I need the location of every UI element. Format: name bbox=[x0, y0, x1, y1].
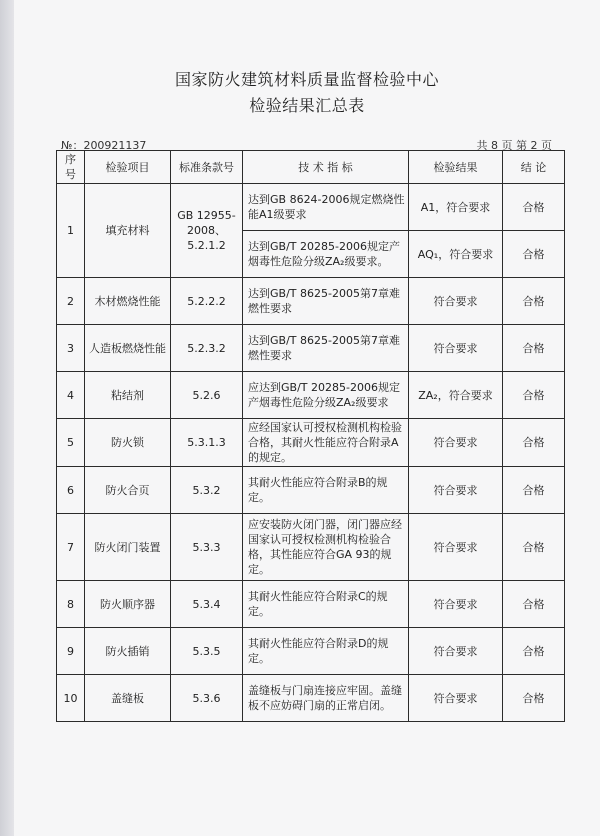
standard-clause: 5.2.6 bbox=[171, 372, 243, 419]
standard-clause: 5.3.5 bbox=[171, 628, 243, 675]
test-result: 符合要求 bbox=[409, 325, 503, 372]
table-row bbox=[57, 325, 565, 372]
test-item: 防火顺序器 bbox=[85, 581, 171, 628]
row-number: 4 bbox=[57, 372, 85, 419]
test-item: 防火合页 bbox=[85, 467, 171, 514]
page-indicator: 共 8 页 第 2 页 bbox=[476, 139, 552, 152]
row-number: 6 bbox=[57, 467, 85, 514]
test-result: 符合要求 bbox=[409, 467, 503, 514]
technical-spec: 达到GB 8624-2006规定燃烧性能A1级要求 bbox=[243, 184, 409, 231]
column-header: 技 术 指 标 bbox=[243, 151, 409, 184]
conclusion: 合格 bbox=[503, 628, 565, 675]
report-number: №：200921137 bbox=[61, 139, 147, 152]
conclusion: 合格 bbox=[503, 675, 565, 722]
column-header: 检验项目 bbox=[85, 151, 171, 184]
conclusion: 合格 bbox=[503, 514, 565, 581]
results-table bbox=[56, 150, 565, 722]
technical-spec: 盖缝板与门扇连接应牢固。盖缝板不应妨碍门扇的正常启闭。 bbox=[243, 675, 409, 722]
row-number: 7 bbox=[57, 514, 85, 581]
test-item: 人造板燃烧性能 bbox=[85, 325, 171, 372]
standard-clause: 5.2.3.2 bbox=[171, 325, 243, 372]
standard-clause: 5.3.6 bbox=[171, 675, 243, 722]
table-row bbox=[57, 372, 565, 419]
test-result: 符合要求 bbox=[409, 278, 503, 325]
standard-clause: 5.3.2 bbox=[171, 467, 243, 514]
document-subtitle: 检验结果汇总表 bbox=[249, 96, 365, 115]
table-header-row bbox=[57, 151, 565, 184]
standard-clause: 5.2.2.2 bbox=[171, 278, 243, 325]
column-header: 标准条款号 bbox=[171, 151, 243, 184]
standard-clause: 5.3.3 bbox=[171, 514, 243, 581]
technical-spec: 达到GB/T 8625-2005第7章难燃性要求 bbox=[243, 278, 409, 325]
conclusion: 合格 bbox=[503, 467, 565, 514]
test-result: 符合要求 bbox=[409, 514, 503, 581]
test-result: ZA₂，符合要求 bbox=[409, 372, 503, 419]
test-result: AQ₁，符合要求 bbox=[409, 231, 503, 278]
table-row bbox=[57, 419, 565, 467]
table-row bbox=[57, 467, 565, 514]
table-row bbox=[57, 184, 565, 231]
table-row bbox=[57, 581, 565, 628]
standard-clause: GB 12955-2008、5.2.1.2 bbox=[171, 184, 243, 278]
technical-spec: 达到GB/T 8625-2005第7章难燃性要求 bbox=[243, 325, 409, 372]
test-item: 防火闭门装置 bbox=[85, 514, 171, 581]
technical-spec: 应安装防火闭门器，闭门器应经国家认可授权检测机构检验合格，其性能应符合GA 93的规定。 bbox=[243, 514, 409, 581]
page-binding-edge bbox=[0, 0, 14, 836]
technical-spec: 其耐火性能应符合附录D的规定。 bbox=[243, 628, 409, 675]
test-item: 防火锁 bbox=[85, 419, 171, 467]
technical-spec: 应经国家认可授权检测机构检验合格，其耐火性能应符合附录A的规定。 bbox=[243, 419, 409, 467]
row-number: 10 bbox=[57, 675, 85, 722]
column-header: 序号 bbox=[57, 151, 85, 184]
row-number: 8 bbox=[57, 581, 85, 628]
conclusion: 合格 bbox=[503, 184, 565, 231]
technical-spec: 其耐火性能应符合附录B的规定。 bbox=[243, 467, 409, 514]
standard-clause: 5.3.4 bbox=[171, 581, 243, 628]
table-row bbox=[57, 514, 565, 581]
conclusion: 合格 bbox=[503, 325, 565, 372]
row-number: 1 bbox=[57, 184, 85, 278]
row-number: 9 bbox=[57, 628, 85, 675]
test-item: 防火插销 bbox=[85, 628, 171, 675]
table-row bbox=[57, 675, 565, 722]
standard-clause: 5.3.1.3 bbox=[171, 419, 243, 467]
row-number: 5 bbox=[57, 419, 85, 467]
test-result: 符合要求 bbox=[409, 675, 503, 722]
conclusion: 合格 bbox=[503, 419, 565, 467]
conclusion: 合格 bbox=[503, 581, 565, 628]
conclusion: 合格 bbox=[503, 278, 565, 325]
test-item: 填充材料 bbox=[85, 184, 171, 278]
test-result: 符合要求 bbox=[409, 628, 503, 675]
row-number: 2 bbox=[57, 278, 85, 325]
technical-spec: 应达到GB/T 20285-2006规定产烟毒性危险分级ZA₂级要求 bbox=[243, 372, 409, 419]
test-result: A1，符合要求 bbox=[409, 184, 503, 231]
test-item: 木材燃烧性能 bbox=[85, 278, 171, 325]
document-page bbox=[14, 0, 600, 836]
column-header: 检验结果 bbox=[409, 151, 503, 184]
technical-spec: 达到GB/T 20285-2006规定产烟毒性危险分级ZA₂级要求。 bbox=[243, 231, 409, 278]
table-row bbox=[57, 628, 565, 675]
technical-spec: 其耐火性能应符合附录C的规定。 bbox=[243, 581, 409, 628]
test-result: 符合要求 bbox=[409, 419, 503, 467]
conclusion: 合格 bbox=[503, 372, 565, 419]
test-result: 符合要求 bbox=[409, 581, 503, 628]
test-item: 粘结剂 bbox=[85, 372, 171, 419]
document-title: 国家防火建筑材料质量监督检验中心 bbox=[174, 70, 439, 89]
test-item: 盖缝板 bbox=[85, 675, 171, 722]
row-number: 3 bbox=[57, 325, 85, 372]
table-row bbox=[57, 278, 565, 325]
conclusion: 合格 bbox=[503, 231, 565, 278]
column-header: 结 论 bbox=[503, 151, 565, 184]
